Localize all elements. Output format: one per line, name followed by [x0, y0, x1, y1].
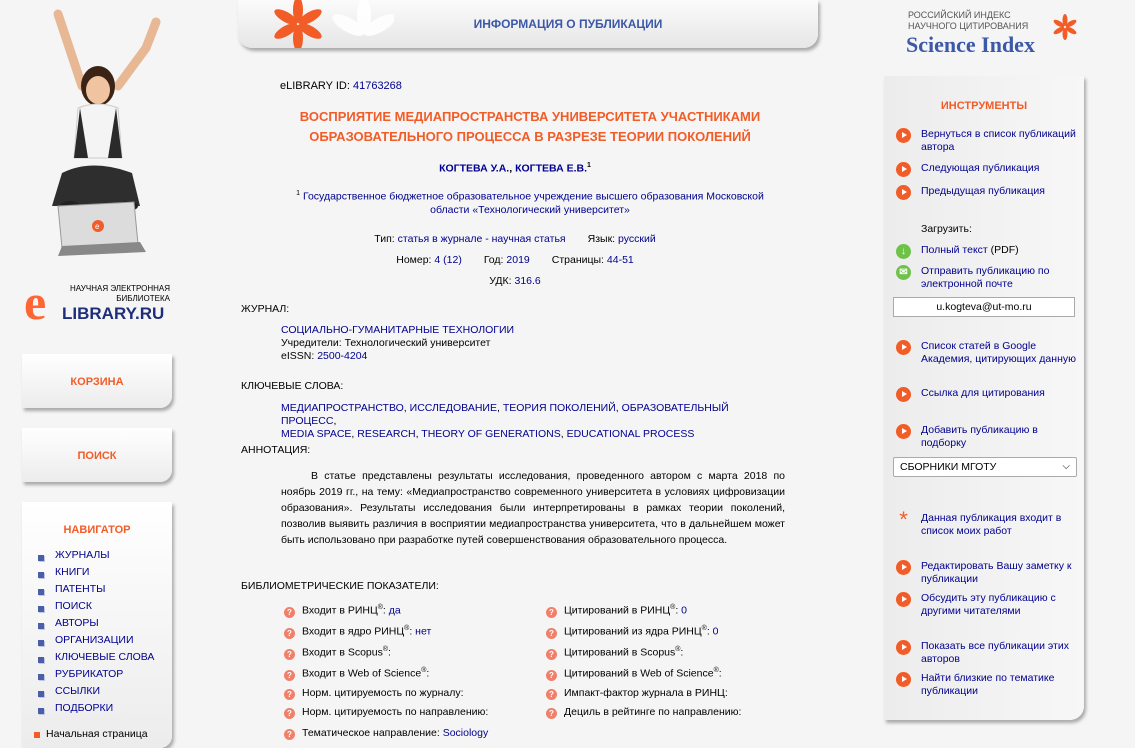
navigator-list — [22, 547, 172, 743]
biblio-rinc-citations: ? Цитирований в РИНЦ®: 0 — [546, 604, 687, 620]
bullet-icon — [38, 708, 44, 714]
biblio-decile: ? Дециль в рейтинге по направлению: — [546, 706, 741, 722]
keyword-link[interactable]: ОБРАЗОВАТЕЛЬНЫЙ ПРОЦЕСС — [281, 402, 729, 427]
keyword-link[interactable]: THEORY OF GENERATIONS — [421, 428, 561, 440]
basket-box[interactable] — [22, 354, 172, 408]
biblio-subject: ? Тематическое направление: Sociology — [284, 727, 488, 743]
issue-number-link[interactable]: 4 (12) — [434, 254, 462, 266]
arrow-right-icon — [896, 387, 911, 402]
collection-select[interactable]: СБОРНИКИ МГОТУ ⌵ — [893, 457, 1077, 477]
hero-illustration — [22, 8, 172, 258]
bullet-icon — [38, 640, 44, 646]
nav-item-links[interactable]: ССЫЛКИ — [38, 683, 172, 700]
elibrary-logo-caption: НАУЧНАЯ ЭЛЕКТРОННАЯ БИБЛИОТЕКА — [70, 284, 170, 303]
bullet-icon — [38, 691, 44, 697]
svg-text:e: e — [95, 222, 100, 231]
bullet-icon — [38, 674, 44, 680]
asterisk-icon — [1052, 14, 1078, 44]
biblio-rinc-core-value[interactable]: нет — [415, 625, 432, 638]
udk-value: 316.6 — [514, 275, 541, 287]
authors: КОГТЕВА У.А., КОГТЕВА Е.В.$^1$ — [439, 162, 591, 175]
biblio-rinc-core-citations-value[interactable]: 0 — [712, 625, 719, 638]
arrow-right-icon — [896, 424, 911, 439]
elibrary-id: eLIBRARY ID: 41763268 — [280, 80, 402, 92]
email-icon: ✉ — [896, 265, 911, 280]
science-index-logo[interactable] — [906, 10, 1081, 60]
arrow-right-icon — [896, 185, 911, 200]
help-icon[interactable]: ? — [546, 708, 557, 719]
publication-issue-row: Номер: 4 (12) Год: 2019 Страницы: 44-51 — [396, 254, 634, 266]
page-banner — [238, 0, 818, 48]
bullet-icon — [38, 623, 44, 629]
journal-link[interactable]: СОЦИАЛЬНО-ГУМАНИТАРНЫЕ ТЕХНОЛОГИИ — [281, 324, 515, 336]
publication-type-row: Тип: статья в журнале - научная статья Язык: русский — [374, 233, 656, 245]
journal-founders: Учредители: Технологический университет — [281, 337, 491, 349]
arrow-right-icon — [896, 560, 911, 575]
arrow-right-icon — [896, 672, 911, 687]
help-icon[interactable]: ? — [284, 729, 295, 740]
bullet-icon — [38, 572, 44, 578]
arrow-right-icon — [896, 592, 911, 607]
keyword-link[interactable]: EDUCATIONAL PROCESS — [566, 428, 695, 440]
keyword-link[interactable]: RESEARCH — [357, 428, 416, 440]
author-link[interactable]: КОГТЕВА Е.В. — [515, 162, 588, 175]
biblio-scopus-citations: ? Цитирований в Scopus®: — [546, 646, 683, 662]
biblio-norm-direction: ? Норм. цитируемость по направлению: — [284, 706, 488, 722]
biblio-rinc: ? Входит в РИНЦ®: да — [284, 604, 401, 620]
affiliation-link[interactable]: Государственное бюджетное образовательное учреждение высшего образования Московской области «Технологический университет» — [302, 190, 764, 216]
nav-item-patents[interactable]: ПАТЕНТЫ — [38, 581, 172, 598]
nav-item-organizations[interactable]: ОРГАНИЗАЦИИ — [38, 632, 172, 649]
help-icon[interactable]: ? — [284, 708, 295, 719]
navigator-panel — [22, 502, 172, 748]
keywords-heading: КЛЮЧЕВЫЕ СЛОВА: — [241, 380, 344, 392]
basket-link[interactable]: КОРЗИНА — [70, 376, 124, 388]
tools-panel: ИНСТРУМЕНТЫ Вернуться в список публикаций автора Следующая публикация Предыдущая публикация Загрузить: ↓ Полный текст (PDF) ✉ Отправить публикацию по электронной почте u.kogteva@ut-mo.ru Список статей в Google Академия, цитирующих данную Ссылка для цитирования Добавить публикацию в подборку СБОРНИКИ МГОТУ ⌵ * Данная публикация входит в список моих работ Редактировать Вашу заметку к публикации Обсудить эту публикацию с другими читателями Показать все публикации этих авторов Найти близкие по тематике публикации — [884, 76, 1084, 720]
keyword-link[interactable]: ТЕОРИЯ ПОКОЛЕНИЙ — [502, 402, 616, 414]
nav-item-authors[interactable]: АВТОРЫ — [38, 615, 172, 632]
keyword-link[interactable]: ИССЛЕДОВАНИЕ — [409, 402, 497, 414]
bullet-icon — [38, 606, 44, 612]
help-icon[interactable]: ? — [284, 607, 295, 618]
abstract-heading: АННОТАЦИЯ: — [241, 444, 311, 456]
publication-udk-row: УДК: 316.6 — [489, 275, 541, 287]
keyword-link[interactable]: МЕДИАПРОСТРАНСТВО — [281, 402, 404, 414]
biblio-rinc-core-citations: ? Цитирований из ядра РИНЦ®: 0 — [546, 625, 719, 641]
download-icon: ↓ — [896, 244, 911, 259]
help-icon[interactable]: ? — [546, 670, 557, 681]
nav-item-search[interactable]: ПОИСК — [38, 598, 172, 615]
author-link[interactable]: КОГТЕВА У.А. — [439, 162, 510, 175]
publication-type: статья в журнале - научная статья — [397, 233, 566, 245]
elibrary-id-value[interactable]: 41763268 — [352, 80, 402, 92]
nav-item-journals[interactable]: ЖУРНАЛЫ — [38, 547, 172, 564]
help-icon[interactable]: ? — [284, 649, 295, 660]
biblio-impact-factor: ? Импакт-фактор журнала в РИНЦ: — [546, 687, 728, 703]
search-link[interactable]: ПОИСК — [77, 450, 117, 462]
biblio-wos-citations: ? Цитирований в Web of Science®: — [546, 667, 722, 683]
science-index-caption: РОССИЙСКИЙ ИНДЕКС НАУЧНОГО ЦИТИРОВАНИЯ — [908, 10, 1029, 31]
subject-link[interactable]: Sociology — [442, 727, 489, 739]
help-icon[interactable]: ? — [546, 628, 557, 639]
biblio-norm-journal: ? Норм. цитируемость по журналу: — [284, 687, 464, 703]
publication-language: русский — [618, 233, 656, 245]
science-index-name: Science Index — [906, 32, 1035, 57]
affiliation: $^1$ Государственное бюджетное образовательное учреждение высшего образования Московской области «Технологический университет» — [296, 190, 764, 216]
chevron-down-icon: ⌵ — [1062, 461, 1070, 472]
arrow-right-icon — [896, 128, 911, 143]
biblio-rinc-core: ? Входит в ядро РИНЦ®: нет — [284, 625, 431, 641]
help-icon[interactable]: ? — [284, 689, 295, 700]
home-bullet-icon — [34, 732, 40, 738]
journal-info: СОЦИАЛЬНО-ГУМАНИТАРНЫЕ ТЕХНОЛОГИИ Учредители: Технологический университет eISSN: 2500-4204 — [281, 324, 515, 362]
publication-year: 2019 — [506, 254, 530, 266]
arrow-right-icon — [896, 340, 911, 355]
banner-title: ИНФОРМАЦИЯ О ПУБЛИКАЦИИ — [473, 17, 663, 31]
keywords-list: МЕДИАПРОСТРАНСТВО, ИССЛЕДОВАНИЕ, ТЕОРИЯ ПОКОЛЕНИЙ, ОБРАЗОВАТЕЛЬНЫЙ ПРОЦЕСС, MEDIA SPACE, RESEARCH, THEORY OF GENERATIONS, EDUCATIONAL PROCESS — [281, 402, 729, 440]
help-icon[interactable]: ? — [546, 649, 557, 660]
bullet-icon — [38, 657, 44, 663]
keyword-link[interactable]: MEDIA SPACE — [281, 428, 352, 440]
nav-item-rubricator[interactable]: РУБРИКАТОР — [38, 666, 172, 683]
bullet-icon — [38, 589, 44, 595]
elibrary-logo[interactable] — [24, 274, 174, 330]
nav-item-keywords[interactable]: КЛЮЧЕВЫЕ СЛОВА — [38, 649, 172, 666]
publication-title: ВОСПРИЯТИЕ МЕДИАПРОСТРАНСТВА УНИВЕРСИТЕТА УЧАСТНИКАМИ ОБРАЗОВАТЕЛЬНОГО ПРОЦЕССА В РАЗРЕЗЕ ТЕОРИИ ПОКОЛЕНИЙ — [299, 109, 761, 144]
navigator-title: НАВИГАТОР — [63, 524, 131, 536]
elibrary-logo-name: LIBRARY.RU — [62, 304, 165, 323]
publication-pages: 44-51 — [606, 254, 634, 266]
help-icon[interactable]: ? — [284, 670, 295, 681]
biblio-rinc-citations-value[interactable]: 0 — [681, 604, 687, 617]
email-field[interactable] — [893, 297, 1075, 317]
nav-item-home[interactable]: Начальная страница — [34, 726, 172, 743]
arrow-right-icon — [896, 640, 911, 655]
biblio-scopus: ? Входит в Scopus®: — [284, 646, 391, 662]
nav-item-books[interactable]: КНИГИ — [38, 564, 172, 581]
download-label: Загрузить: — [921, 223, 972, 235]
elibrary-logo-e: e — [24, 274, 47, 330]
search-box[interactable] — [22, 428, 172, 482]
journal-heading: ЖУРНАЛ: — [241, 303, 290, 315]
help-icon[interactable]: ? — [546, 607, 557, 618]
bullet-icon — [38, 555, 44, 561]
tools-title: ИНСТРУМЕНТЫ — [940, 100, 1028, 112]
abstract-text: В статье представлены результаты исследования, проведенного автором с марта 2018 по ноябрь 2019 гг., на тему: «Медиапространство современного университета в условиях цифровизации образования». Результаты исследования были интерпретированы в рамках теории поколений, позволив выявить различия в восприятии медиапространства университета, что в дальнейшем может быть использовано при разработке путей совершенствования образовательного процесса. — [281, 470, 785, 546]
help-icon[interactable]: ? — [284, 628, 295, 639]
arrow-right-icon — [896, 162, 911, 177]
help-icon[interactable]: ? — [546, 689, 557, 700]
biblio-wos: ? Входит в Web of Science®: — [284, 667, 429, 683]
nav-item-collections[interactable]: ПОДБОРКИ — [38, 700, 172, 717]
eissn-value: 2500-4204 — [317, 350, 368, 362]
biblio-rinc-value[interactable]: да — [388, 604, 401, 617]
asterisk-icon: * — [899, 507, 908, 532]
biblio-heading: БИБЛИОМЕТРИЧЕСКИЕ ПОКАЗАТЕЛИ: — [241, 580, 439, 592]
